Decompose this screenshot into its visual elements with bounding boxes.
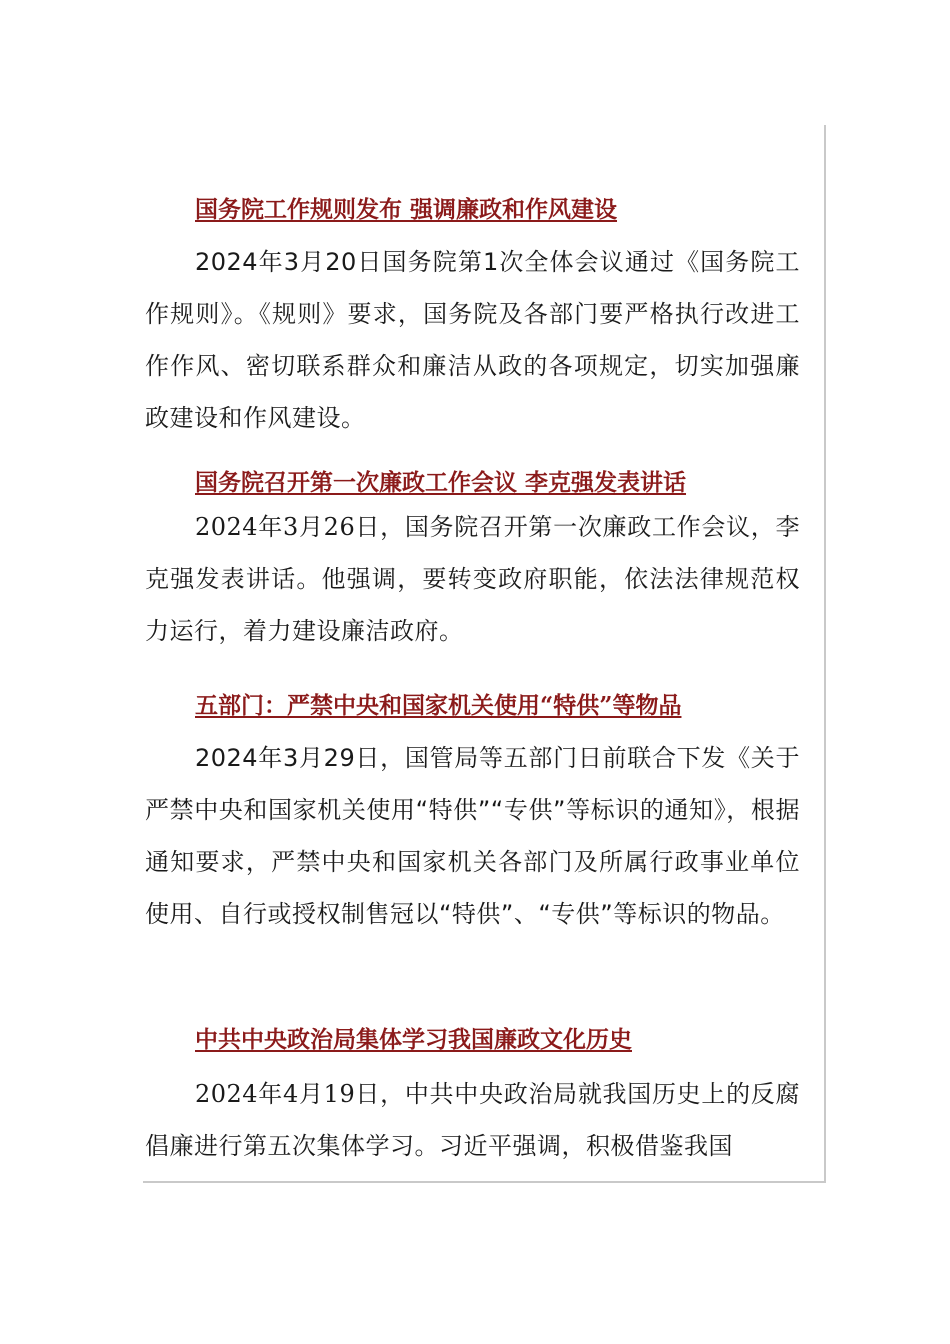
article-2-body: 2024年3月26日，国务院召开第一次廉政工作会议，李克强发表讲话。他强调，要转变政府职能，依法法律规范权力运行，着力建设廉洁政府。 (145, 513, 800, 645)
article-1-headline: 国务院工作规则发布 强调廉政和作风建设 (195, 196, 618, 223)
article-4 (145, 1024, 800, 1172)
article-4-body: 2024年4月19日，中共中央政治局就我国历史上的反腐倡廉进行第五次集体学习。习近平强调，积极借鉴我国 (145, 1080, 800, 1160)
article-3-headline: 五部门：严禁中央和国家机关使用“特供”等物品 (195, 692, 682, 719)
article-2 (145, 467, 800, 657)
article-1-body: 2024年3月20日国务院第1次全体会议通过《国务院工作规则》。《规则》要求，国务院及各部门要严格执行改进工作作风、密切联系群众和廉洁从政的各项规定，切实加强廉政建设和作风建设。 (145, 248, 800, 432)
article-3 (145, 690, 800, 940)
article-4-headline: 中共中央政治局集体学习我国廉政文化历史 (195, 1026, 632, 1053)
article-2-headline: 国务院召开第一次廉政工作会议 李克强发表讲话 (195, 469, 687, 496)
article-1 (145, 194, 800, 444)
article-3-body: 2024年3月29日，国管局等五部门日前联合下发《关于严禁中央和国家机关使用“特供”“专供”等标识的通知》，根据通知要求，严禁中央和国家机关各部门及所属行政事业单位使用、自行或授权制售冠以“特供”、“专供”等标识的物品。 (145, 744, 800, 928)
